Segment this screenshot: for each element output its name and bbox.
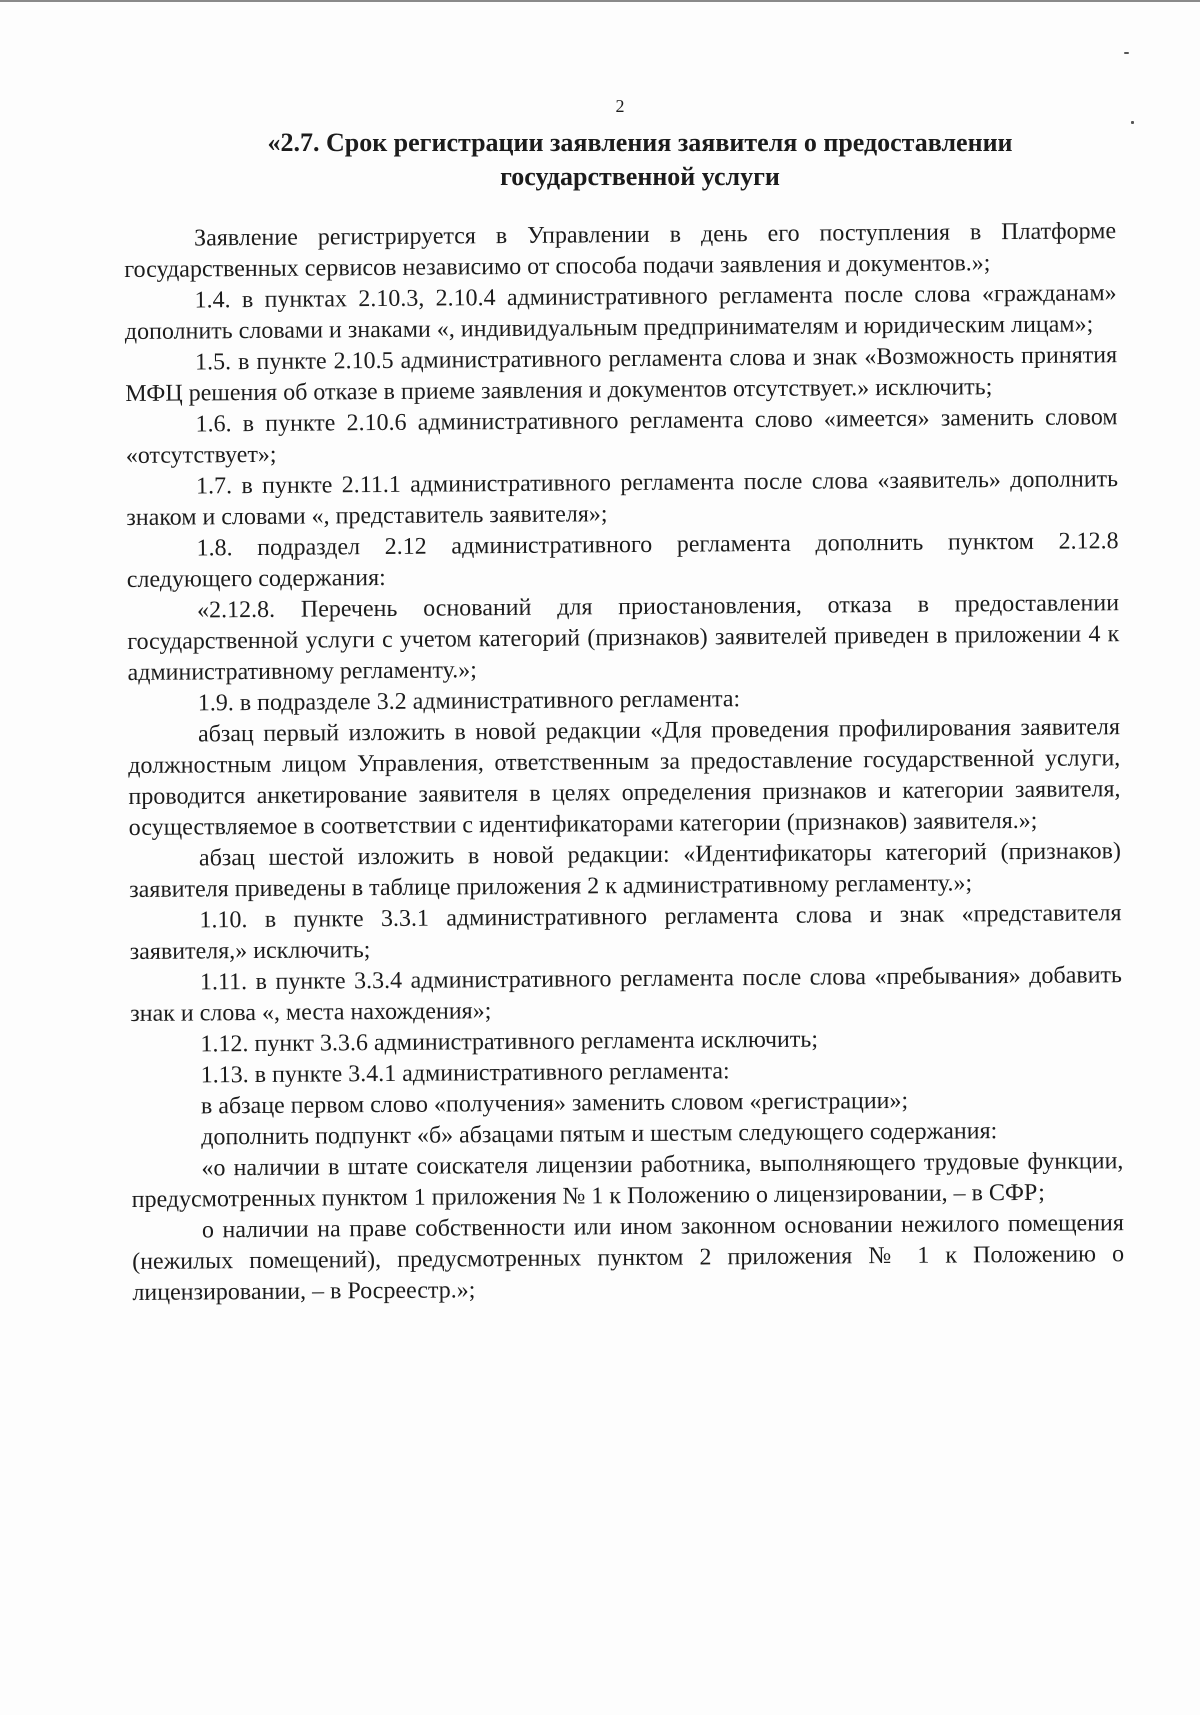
paragraph: 1.5. в пункте 2.10.5 административного регламента слова и знак «Возможность принятия МФЦ решения об отказе в приеме заявления и документов отсутствует.» исключить;	[125, 342, 1118, 407]
document-body	[124, 216, 1124, 1309]
paragraph: 1.12. пункт 3.3.6 административного регламента исключить;	[200, 1026, 819, 1058]
paragraph: 1.13. в пункте 3.4.1 административного регламента:	[200, 1058, 730, 1089]
paragraph: 1.7. в пункте 2.11.1 административного регламента после слова «заявитель» дополнить знаком и словами «, представитель заявителя»;	[126, 466, 1119, 531]
paragraph: 1.6. в пункте 2.10.6 административного регламента слово «имеется» заменить словом «отсутствует»;	[125, 404, 1118, 469]
scan-speck	[1131, 121, 1134, 124]
paragraph: Заявление регистрируется в Управлении в день его поступления в Платформе государственных сервисов независимо от способа подачи заявления и документов.»;	[124, 218, 1117, 283]
scan-speck	[1124, 52, 1129, 54]
section-heading: «2.7. Срок регистрации заявления заявителя о предоставлении государственной услуги	[267, 128, 1013, 191]
paragraph: 1.9. в подразделе 3.2 административного регламента:	[197, 686, 741, 717]
paragraph: 1.11. в пункте 3.3.4 административного регламента после слова «пребывания» добавить знак и слова «, места нахождения»;	[130, 962, 1123, 1027]
paragraph: в абзаце первом слово «получения» заменить словом «регистрации»;	[200, 1087, 909, 1120]
paragraph: дополнить подпункт «б» абзацами пятым и шестым следующего содержания:	[201, 1118, 998, 1151]
paragraph: абзац шестой изложить в новой редакции: «Идентификаторы категорий (признаков) заявителя приведены в таблице приложения 2 к административному регламенту.»;	[129, 838, 1122, 903]
paragraph: абзац первый изложить в новой редакции «Для проведения профилирования заявителя должностным лицом Управления, ответственным за предоставление государственной услуги, проводится анкетирование заявителя в целях определения признаков и категории заявителя, осуществляемое в соответствии с идентификаторами категории (признаков) заявителя.»;	[128, 714, 1121, 841]
paragraph: о наличии на праве собственности или ином законном основании нежилого помещения (нежилых помещений), предусмотренных пунктом 2 приложения № 1 к Положению о лицензировании, – в Росреестр.»;	[132, 1210, 1125, 1306]
scan-edge-line	[0, 0, 1200, 2]
paragraph: 1.4. в пунктах 2.10.3, 2.10.4 административного регламента после слова «гражданам» дополнить словами и знаками «, индивидуальным предпринимателям и юридическим лицам»;	[124, 280, 1117, 345]
page-number: 2	[615, 96, 625, 116]
paragraph: «о наличии в штате соискателя лицензии работника, выполняющего трудовые функции, предусмотренных пунктом 1 приложения № 1 к Положению о лицензировании, – в СФР;	[131, 1148, 1124, 1213]
paragraph: «2.12.8. Перечень оснований для приостановления, отказа в предоставлении государственной услуги с учетом категорий (признаков) заявителей приведен в приложении 4 к административному регламенту.»;	[127, 590, 1120, 686]
paragraph: 1.8. подраздел 2.12 административного регламента дополнить пунктом 2.12.8 следующего содержания:	[126, 528, 1119, 593]
paragraph: 1.10. в пункте 3.3.1 административного регламента слова и знак «представителя заявителя,» исключить;	[129, 900, 1122, 965]
